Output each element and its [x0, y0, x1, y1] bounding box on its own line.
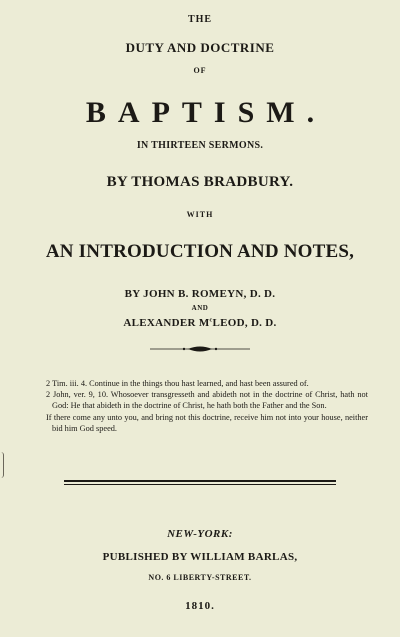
imprint-address: NO. 6 LIBERTY-STREET.: [148, 573, 252, 582]
imprint-city: NEW-YORK:: [167, 528, 233, 540]
title-line-duty: DUTY AND DOCTRINE: [125, 40, 275, 55]
page-edge-mark: [0, 452, 4, 478]
title-article: THE: [187, 14, 213, 25]
ornament-icon: [150, 344, 250, 354]
editor2-name: ALEXANDER M: [123, 317, 210, 329]
title-of: OF: [193, 66, 207, 75]
editor2-superscript: c: [209, 317, 213, 324]
editor-line-1: BY JOHN B. ROMEYN, D. D.: [124, 288, 276, 300]
epigraph: [46, 378, 368, 434]
divider-rule-thin: [64, 484, 336, 485]
author-line: BY THOMAS BRADBURY.: [106, 174, 294, 190]
and-line: AND: [191, 304, 209, 312]
editor-line-2: [0, 317, 400, 329]
with-line: WITH: [186, 210, 214, 219]
introduction-line: AN INTRODUCTION AND NOTES,: [45, 241, 355, 262]
epigraph-verse-2: 2 John, ver. 9, 10. Whosoever transgresseth and abideth not in the doctrine of Christ, hath not God: He that abideth in the doctrine of Christ, he hath both the Father and the Son.: [46, 390, 368, 411]
epigraph-verse-1: 2 Tim. iii. 4. Continue in the things thou hast learned, and hast been assured of.: [46, 379, 309, 388]
main-title: BAPTISM.: [85, 96, 327, 129]
imprint-year: 1810.: [185, 600, 215, 612]
imprint-publisher: PUBLISHED BY WILLIAM BARLAS,: [102, 551, 298, 563]
subtitle: IN THIRTEEN SERMONS.: [136, 140, 264, 151]
divider-rule: [64, 480, 336, 482]
editor2-rest: LEOD, D. D.: [212, 317, 277, 329]
epigraph-verse-3: If there come any unto you, and bring not this doctrine, receive him not into your house, neither bid him God speed.: [46, 412, 368, 433]
